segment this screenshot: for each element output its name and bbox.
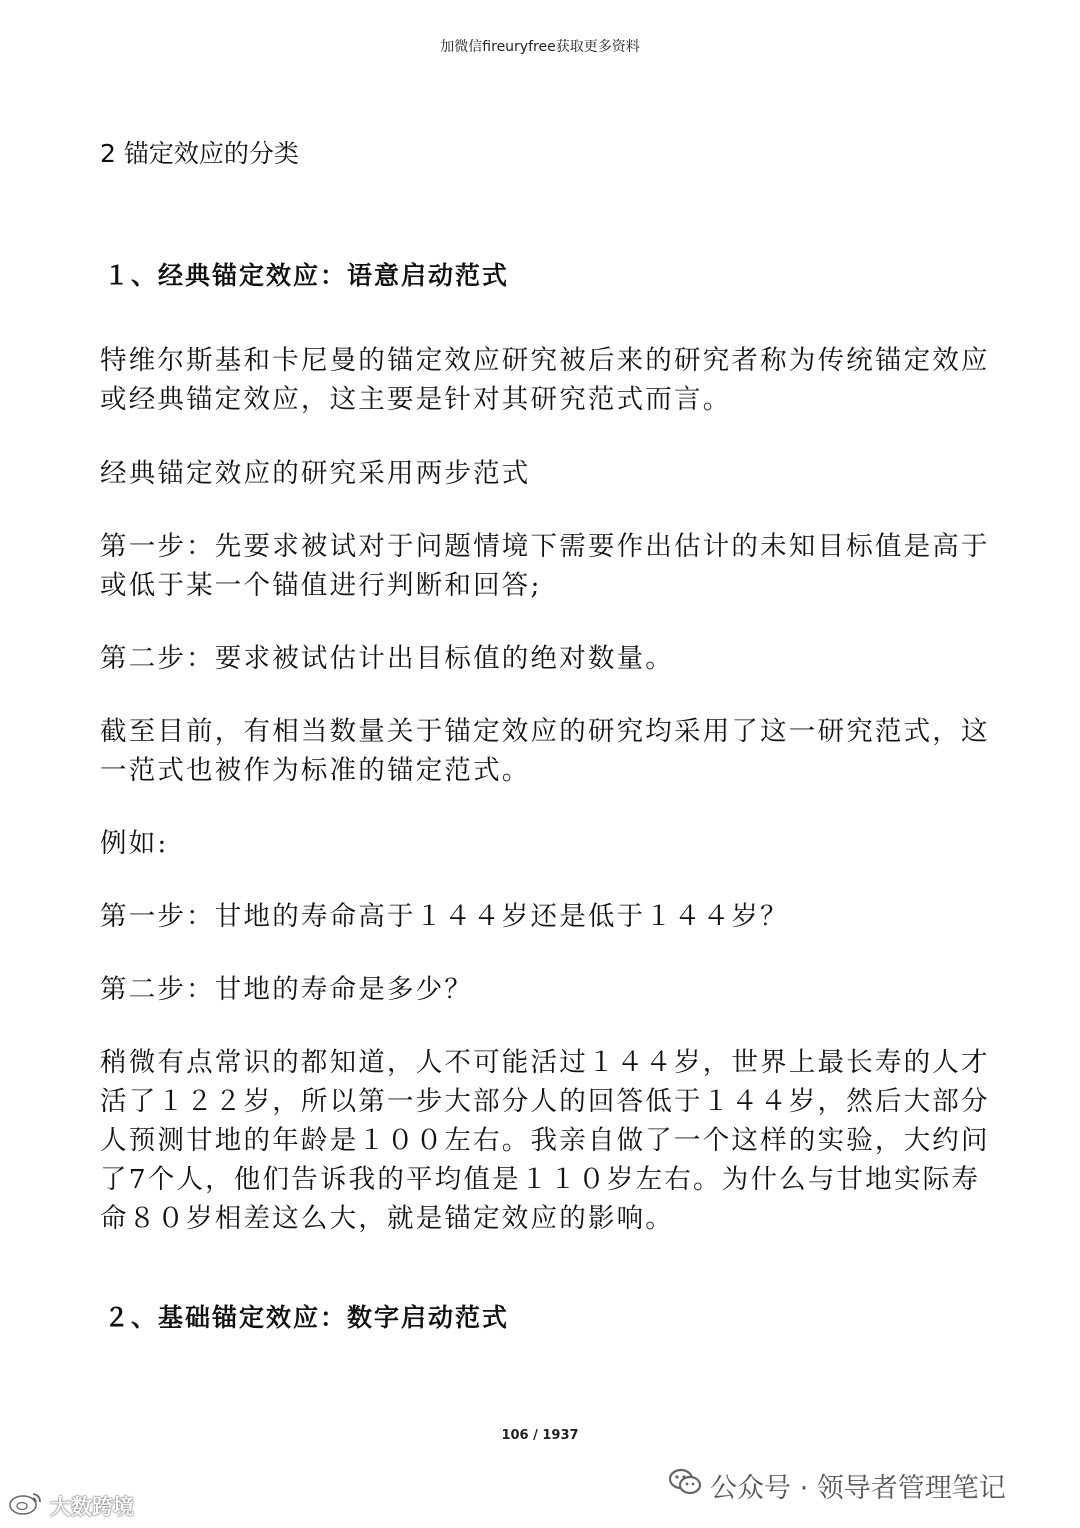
paragraph-two-step: 经典锚定效应的研究采用两步范式 (100, 458, 531, 489)
heading-basic-anchoring: ２、基础锚定效应：数字启动范式 (104, 1303, 510, 1332)
paragraph-example-label: 例如: (100, 828, 169, 859)
weibo-icon (8, 1490, 44, 1521)
watermark-weibo-text: 大数跨境 (50, 1494, 134, 1519)
watermark-wechat (668, 1466, 1006, 1505)
paragraph-step-one: 第一步：先要求被试对于问题情境下需要作出估计的未知目标值是高于或低于某一个锚值进行判断和回答; (100, 531, 990, 601)
page-header: 加微信fireuryfree获取更多资料 (440, 39, 640, 55)
paragraph-example-step-two: 第二步：甘地的寿命是多少？ (100, 974, 474, 1005)
paragraph-example-step-one: 第一步：甘地的寿命高于１４４岁还是低于１４４岁？ (100, 901, 789, 932)
page-number: 106 / 1937 (501, 1428, 579, 1443)
paragraph-step-two: 第二步：要求被试估计出目标值的绝对数量。 (100, 643, 674, 674)
paragraph-intro: 特维尔斯基和卡尼曼的锚定效应研究被后来的研究者称为传统锚定效应或经典锚定效应，这主要是针对其研究范式而言。 (100, 345, 990, 415)
paragraph-standard-paradigm: 截至目前，有相当数量关于锚定效应的研究均采用了这一研究范式，这一范式也被作为标准的锚定范式。 (100, 716, 990, 786)
wechat-icon (668, 1467, 702, 1504)
heading-classic-anchoring: １、经典锚定效应：语意启动范式 (104, 261, 510, 290)
paragraph-gandhi-experiment: 稍微有点常识的都知道，人不可能活过１４４岁，世界上最长寿的人才活了１２２岁，所以第一步大部分人的回答低于１４４岁，然后大部分人预测甘地的年龄是１００左右。我亲自做了一个这样的实验，大约问了7个人，他们告诉我的平均值是１１０岁左右。为什么与甘地实际寿命８０岁相差这么大，就是锚定效应的影响。 (100, 1047, 990, 1234)
watermark-wechat-text: 公众号 · 领导者管理笔记 (710, 1473, 1006, 1504)
watermark-weibo (8, 1490, 134, 1521)
section-title: 2 锚定效应的分类 (100, 139, 299, 168)
